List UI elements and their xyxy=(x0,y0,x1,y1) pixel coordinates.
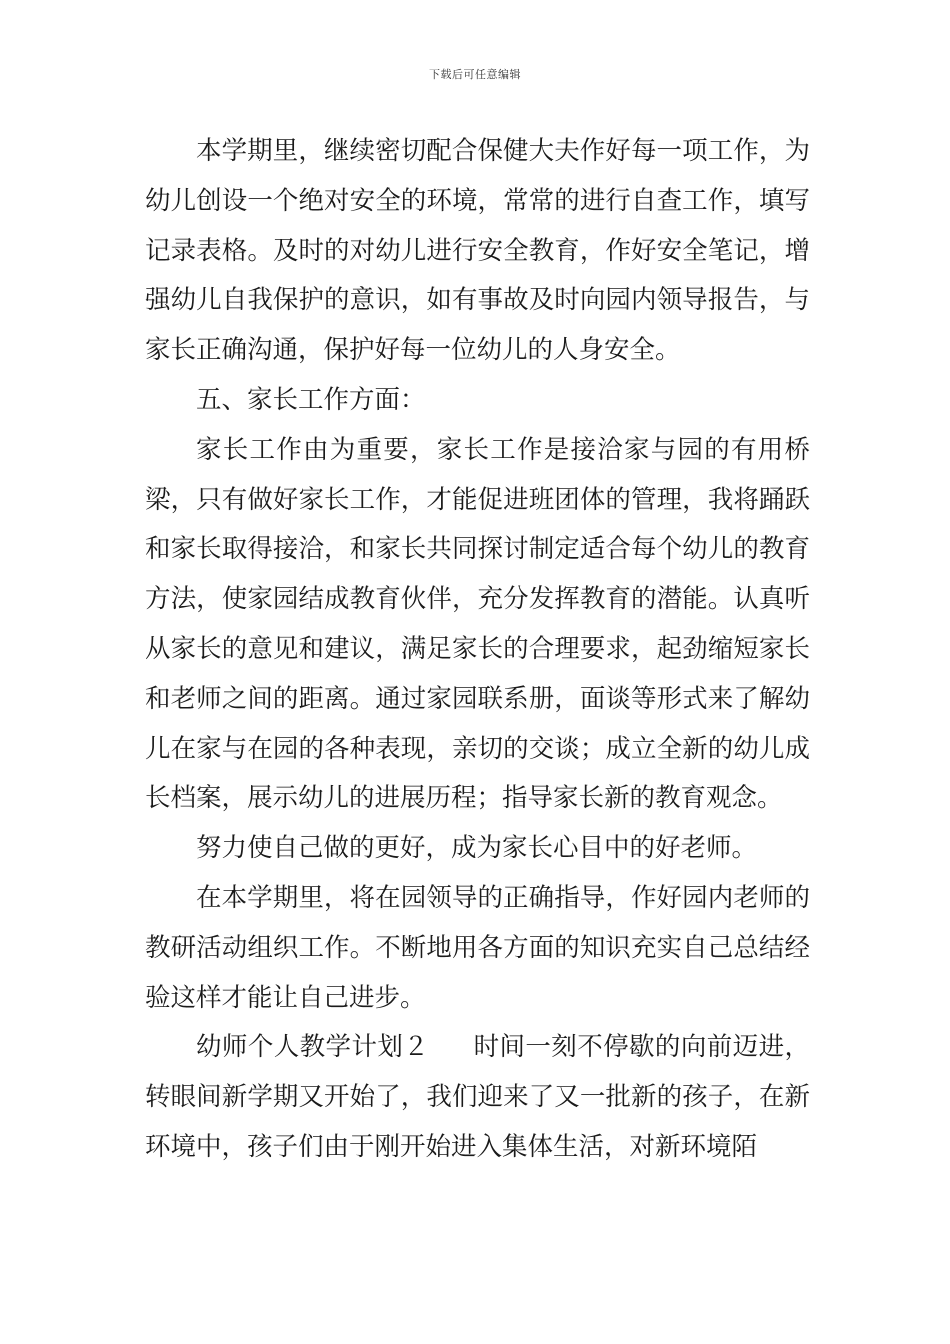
paragraph-good-teacher: 努力使自己做的更好，成为家长心目中的好老师。 xyxy=(196,833,758,864)
section-heading-parent-work: 五、家长工作方面： xyxy=(196,384,426,415)
plan-2-heading: 幼师个人教学计划２ xyxy=(196,1032,430,1063)
plan-2-text: 时间一刻不停歇的向前迈进，转眼间新学期又开始了，我们迎来了又一批新的孩子，在新环境中，孩子们由于刚开始进入集体生活，对新环境陌 xyxy=(145,1032,810,1162)
page-header-note: 下载后可任意编辑 xyxy=(429,68,521,81)
paragraph-plan-2 xyxy=(145,1023,810,1172)
paragraph-teaching-research: 在本学期里，将在园领导的正确指导，作好园内老师的教研活动组织工作。不断地用各方面的知识充实自己总结经验这样才能让自己进步。 xyxy=(145,882,810,1013)
paragraph-safety: 本学期里，继续密切配合保健大夫作好每一项工作，为幼儿创设一个绝对安全的环境，常常的进行自查工作，填写记录表格。及时的对幼儿进行安全教育，作好安全笔记，增强幼儿自我保护的意识，如有事故及时向园内领导报告，与家长正确沟通，保护好每一位幼儿的人身安全。 xyxy=(145,136,810,366)
document-body xyxy=(145,127,810,1173)
paragraph-parent-work: 家长工作由为重要，家长工作是接洽家与园的有用桥梁，只有做好家长工作，才能促进班团体的管理，我将踊跃和家长取得接洽，和家长共同探讨制定适合每个幼儿的教育方法，使家园结成教育伙伴，充分发挥教育的潜能。认真听从家长的意见和建议，满足家长的合理要求，起劲缩短家长和老师之间的距离。通过家园联系册，面谈等形式来了解幼儿在家与在园的各种表现，亲切的交谈；成立全新的幼儿成长档案，展示幼儿的进展历程；指导家长新的教育观念。 xyxy=(145,434,810,814)
